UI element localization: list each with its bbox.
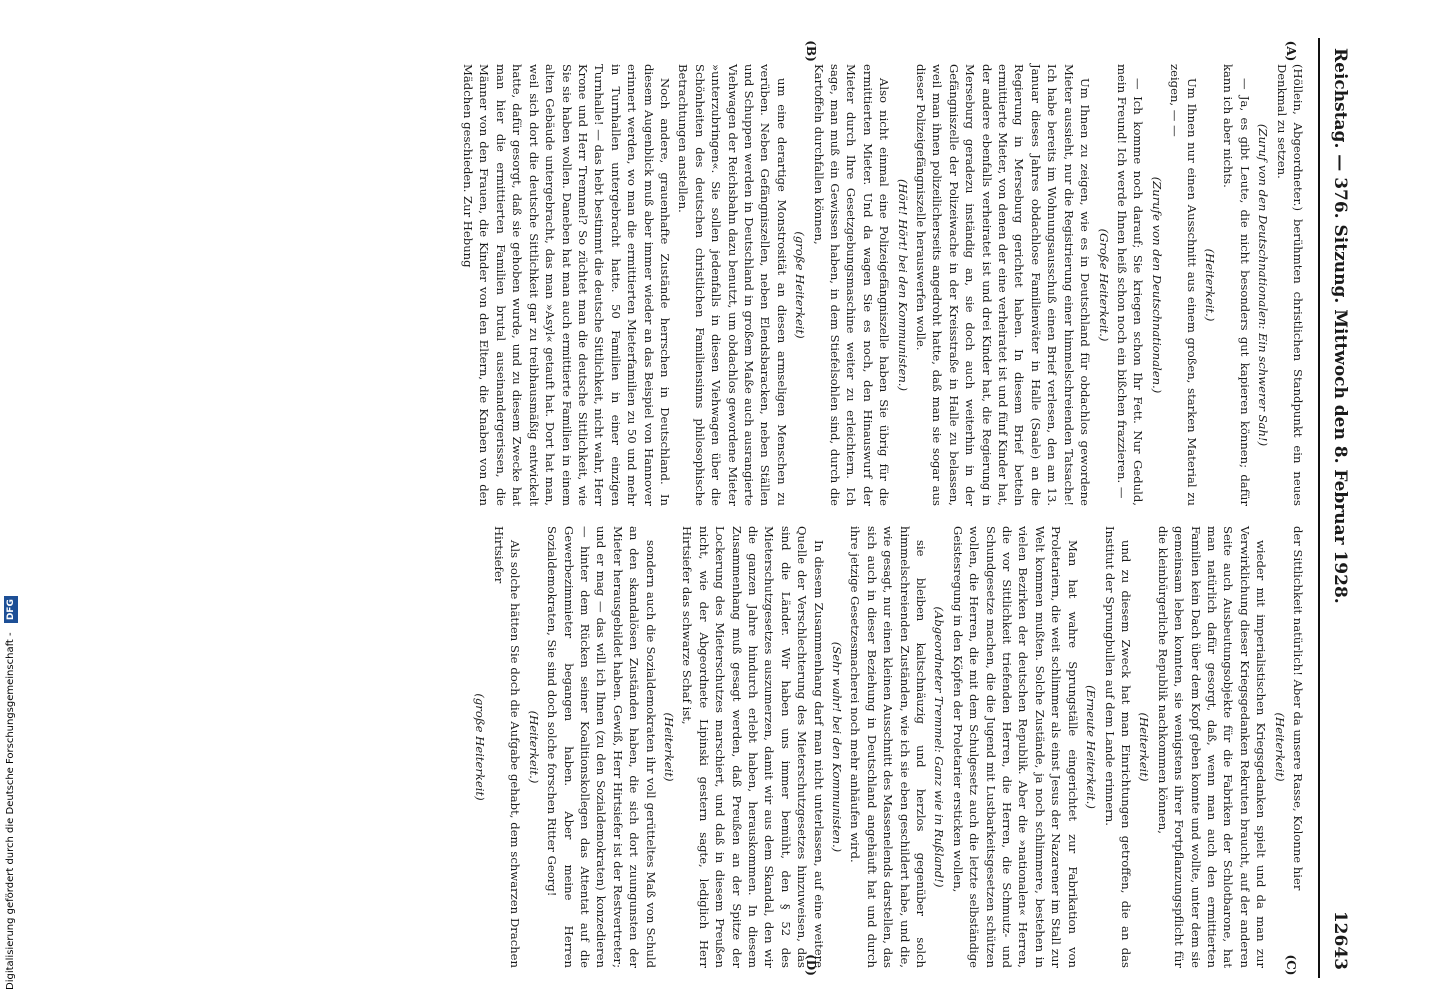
paragraph: Um Ihnen nur einen Ausschnitt aus einem großen, starken Material zu zeigen, — —: [1168, 64, 1199, 506]
interjection: (Zurufe von den Deutschnationalen.): [1149, 176, 1164, 394]
interjection: (Zuruf von den Deutschnationalen: Ein schwerer Sah!): [1256, 123, 1271, 447]
dfg-logo: DFG: [4, 596, 18, 623]
paragraph: Man hat wahre Sprungställe eingerichtet zur Fabrikation von Proletariern, die weit schlimmer als einst Jesus der Nazarener im Stall zur Welt kommen mußten. Solche Zustände, ja noch schlimmere, bestehen in vielen Bezirken der deutschen Republik. Aber die »nationalen« Herren, die vor Sittlichkeit triefenden Herren, die Herren, die Schmutz- und Schundgesetze machen, die die Jugend mit Lustbarkeitsgesetzen schützen wollen, die Herren, die mit dem Schulgesetz auch die letzte selbständige Geistesregung in den Köpfen der Proletarier ersticken wollen,: [950, 526, 1080, 968]
interjection: (große Heiterkeit): [473, 693, 488, 801]
page-content: [118, 38, 1358, 978]
paragraph: Um Ihnen zu zeigen, wie es in Deutschland für obdachlos gewordene Mieter aussieht, nur die Registrierung einer himmelschreienden Tatsache! Ich habe bereits im Wohnungsausschuß einen Brief verlesen, den am 13. Januar dieses Jahres obdachlose Familienväter in Halle (Saale) an die Regierung in Merseburg gerichtet haben. In diesem Brief betteln ermittierte Mieter, von denen der eine verheiratet ist und fünf Kinder hat, der andere ebenfalls verheiratet ist und drei Kinder hat, die Regierung in Merseburg geradezu inständig an, sie doch auch weiterhin in der Gefängniszelle der Polizeiwache in der Kreisstraße in Halle zu belassen, weil man ihnen polizeilicherseits angedroht hatte, daß man sie sogar aus dieser Polizeigefängniszelle herauswerfen wolle.: [914, 64, 1093, 506]
paragraph: sie bleiben kaltschnäuzig und herzlos gegenüber solch himmelschreienden Zuständen, wie ich sie eben geschildert habe, und die, wie gesagt, nur einen kleinen Ausschnitt des Massenelends darstellen, das sich auch in dieser Beziehung in Deutschland angehäuft hat und durch ihre jetzige Gesetzesmacherei noch mehr anhäufen wird.: [848, 526, 929, 968]
paragraph: der Sittlichkeit natürlich! Aber da unsere Rasse, Kolonne hier: [1291, 526, 1305, 891]
paragraph: Also nicht einmal eine Polizeigefängniszelle haben Sie übrig für die ermittierten Mieter. Und da wagen Sie es noch, den Hinauswurf der Mieter durch Ihre Gesetzgebungsmaschine weiter zu erleichtern. Ich sage, man muß ein Gewissen haben, in dem Stiefelsohlen sind, durch die Kartoffeln durchfallen können,: [811, 64, 892, 506]
interjection: (Abgeordneter Tremmel: Ganz wie in Rußland!): [932, 606, 947, 888]
digitization-credit: [4, 0, 18, 990]
paragraph: um eine derartige Monstrosität an diesen armseligen Menschen zu verüben. Neben Gefängniszellen, neben Elendsbaracken, neben Ställen und Schuppen werden in Deutschland in großem Maße auch ausrangierte Viehwagen der Reichsbahn dazu benutzt, um obdachlos gewordene Mieter »unterzubringen«. Sie sollen jedenfalls in diesen Viehwagen über die Schönheiten des deutschen christlichen Familiensinns philosophische Betrachtungen anstellen.: [676, 64, 789, 506]
scanned-page: [118, 38, 1358, 978]
paragraph: und zu diesem Zweck hat man Einrichtungen getroffen, die an das Institut der Sprungbullen auf dem Lande erinnern.: [1102, 526, 1133, 968]
interjection: (Heiterkeit): [1137, 712, 1152, 782]
paragraph: — Ich komme noch darauf; Sie kriegen schon Ihr Fett. Nur Geduld, mein Freund! Ich werde Ihnen heiß schon noch ein bißchen frazzieren. —: [1114, 64, 1146, 506]
margin-marker-a: (A): [1284, 40, 1298, 62]
margin-marker-c: (C): [1284, 954, 1298, 976]
interjection: (Heiterkeit.): [526, 710, 541, 784]
margin-marker-d: (D): [804, 954, 818, 976]
margin-marker-b: (B): [804, 40, 818, 62]
paragraph: (Höllein, Abgeordneter.) berühmten christlichen Standpunkt ein neues Denkmal zu setzen.: [1274, 64, 1305, 506]
interjection: (Heiterkeit): [1272, 712, 1287, 782]
interjection: (Große Heiterkeit.): [1096, 228, 1111, 342]
right-column: [470, 526, 1306, 968]
credit-text: Digitalisierung gefördert durch die Deutsche Forschungsgemeinschaft -: [5, 632, 16, 990]
footer-strip: [2, 0, 16, 1000]
interjection: (Sehr wahr! bei den Kommunisten.): [830, 641, 845, 853]
interjection: (Hört! Hört! bei den Kommunisten.): [895, 178, 910, 391]
left-column: [458, 64, 1306, 506]
paragraph: Als solche hätten Sie doch die Aufgabe gehabt, dem schwarzen Drachen Hirtsiefer: [491, 526, 523, 968]
paragraph: — Ja, es gibt Leute, die nicht besonders gut kapieren können; dafür kann ich aber nichts.: [1221, 64, 1252, 506]
interjection: (große Heiterkeit): [793, 231, 808, 339]
paragraph: Noch andere, grauenhafte Zustände herrschen in Deutschland. In diesem Augenblick muß aber immer wieder an das Beispiel von Hannover erinnert werden, wo man die ermittierten Mieterfamilien zu 50 und mehr in Turnhallen untergebracht hatte. 50 Familien in einer einzigen Turnhalle! — das hebt bestimmt die deutsche Sittlichkeit, nicht wahr, Herr Krone und Herr Tremmel? So züchtet man die deutsche Sittlichkeit, wie Sie sie haben wollen. Daneben hat man auch ermittierte Familien in einem alten Gebäude untergebracht, das man »Asyl« getauft hat. Dort hat man, weil sich dort die deutsche Sittlichkeit gar zu treibhausmäßig entwickelt hatte, dafür gesorgt, daß sie gehoben wurde, und zu diesem Zwecke hat man hier die ermittierten Familien brutal auseinandergerissen, die Männer von den Frauen, die Kinder von den Eltern, die Knaben von den Mädchen geschieden. Zur Hebung: [461, 64, 672, 506]
paragraph: wieder mit imperialistischen Kriegsgedanken spielt und da man zur Verwirklichung dieser Kriegsgedanken Rekruten braucht, auf der anderen Seite auch Ausbeutungsobjekte für die Fabriken der Schlotbarone, hat man natürlich dafür gesorgt, daß, wenn man auch den ermittierten Familien kein Dach über dem Kopf geben konnte und wollte, unter dem sie gemeinsam leben konnten, sie wenigstens ihrer Fortpflanzungspflicht für die kleinbürgerliche Republik nachkommen können,: [1155, 526, 1269, 968]
page-number: 12643: [1330, 910, 1350, 970]
page-title: Reichstag. — 376. Sitzung. Mittwoch den 8. Februar 1928.: [1330, 48, 1350, 604]
interjection: (Erneute Heiterkeit.): [1084, 685, 1099, 809]
interjection: (Heiterkeit): [661, 712, 676, 782]
page-header: [1318, 38, 1358, 978]
paragraph: sondern auch die Sozialdemokraten ihr voll gerütteltes Maß von Schuld an den skandalösen Zuständen haben, die sich dort zuungunsten der Mieter herausgebildet haben. Gewiß, Herr Hirtsiefer ist der Restvertreter; und er mag — das will ich Ihnen (zu den Sozialdemokraten) konzedieren — hinter dem Rücken seiner Koalitionskollegen das Attentat auf die Gewerbezimmieter begangen haben. Aber meine Herren Sozialdemokraten, Sie sind doch solche forschen Ritter Georg!: [545, 526, 658, 968]
paragraph: In diesem Zusammenhang darf man nicht unterlassen, auf eine weitere Quelle der Verschlechterung des Mieterschutzgesetzes hinzuweisen, das sind die Länder. Wir haben uns immer bemüht, den § 52 des Mieterschutzgesetzes auszumerzen, damit wir aus dem Skandal, den wir die ganzen Jahre hindurch erlebt haben, herauskommen. In diesem Zusammenhang muß gesagt werden, daß Preußen an der Spitze der Lockerung des Mieterschutzes marschiert, und daß in diesem Preußen nicht, wie der Abgeordnete Lipinski gestern sagte, lediglich Herr Hirtsiefer das schwarze Schaf ist,: [680, 526, 826, 968]
interjection: (Heiterkeit.): [1202, 248, 1217, 322]
